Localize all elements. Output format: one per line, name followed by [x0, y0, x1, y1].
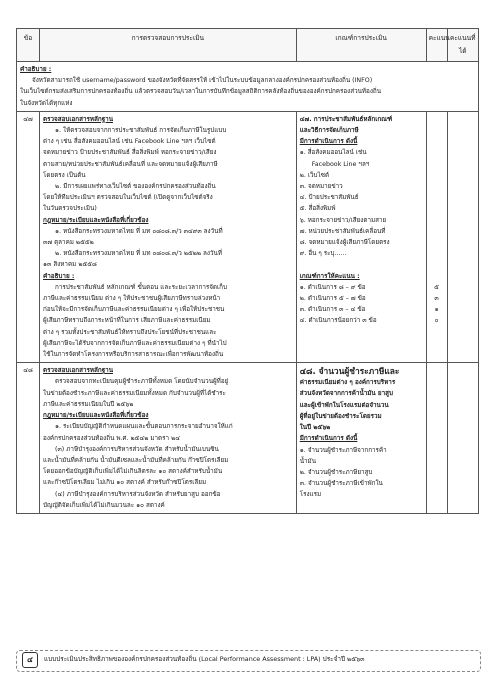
eval-item: ๖. หอกระจายข่าว/เสียงตามสาย	[299, 216, 387, 224]
criteria-line: ๓๗ ตุลาคม ๒๕๕๒	[43, 239, 94, 247]
header-no: ข้อ	[17, 29, 40, 62]
criteria-line: ๑๓ สิงหาคม ๒๕๕๘	[43, 261, 97, 269]
assessment-table	[16, 28, 479, 514]
eval-item: ๓. จำนวนผู้ชำระภาษีเข้าพักใน	[299, 480, 383, 488]
eval-item: ๙. อื่น ๆ ระบุ......	[299, 250, 347, 258]
criteria-line: ผู้เสียภาษีทราบถึงภาระหน้าที่ในการ เสียภาษีและค่าธรรมเนียม	[43, 317, 211, 325]
score-value: ๑	[434, 306, 439, 314]
eval-cell	[296, 363, 426, 514]
criteria-line: ตรวจสอบจากทะเบียนคุมผู้ชำระภาษีทั้งหมด โดยนับจำนวนผู้ที่อยู่	[55, 378, 229, 386]
page-number: ๔	[22, 652, 38, 668]
eval-item: ๒. จำนวนผู้ชำระภาษียาสูบ	[299, 468, 373, 476]
criteria-line: โดยออกข้อบัญญัติเก็บเพิ่มได้ไม่เกินลิตรละ ๑๐ สตางค์สำหรับน้ำมัน	[43, 468, 223, 476]
criteria-line: ตามสาย/หน่วยประชาสัมพันธ์เคลื่อนที่ และจดหมายแจ้งผู้เสียภาษี	[43, 160, 218, 168]
eval-title: ในปี ๒๕๖๒	[299, 424, 331, 432]
criteria-line: โดยให้ทีมประเมินฯ ตรวจสอบในเว็บไซต์ (เปิดดูจากเว็บไซต์จริง	[43, 194, 213, 202]
criteria-line: (๓) ภาษีบำรุงองค์การบริหารส่วนจังหวัด สำหรับน้ำมันเบนซิน	[55, 445, 219, 453]
intro-line: ในเว็บไซต์กรมส่งเสริมการปกครองท้องถิ่น แล้วตรวจสอบวัน/เวลาในการบันทึกข้อมูลสถิติการคลังท้องถิ่นขององค์กรปกครองส่วนท้องถิ่น	[20, 88, 382, 96]
score-criteria-item: ๑. ดำเนินการ ๘ – ๙ ข้อ	[299, 283, 366, 291]
criteria-line: ใช้ในการจัดทำโครงการหรือบริการสาธารณะเพื่อการพัฒนาท้องถิ่น	[43, 351, 224, 359]
score-value: ๐	[434, 317, 439, 325]
intro-line: จังหวัดสามารถใช้ username/password ของจังหวัดที่จัดสรรให้ เข้าไปในระบบข้อมูลกลางองค์กรปกครองส่วนท้องถิ่น (INFO)	[32, 77, 373, 85]
criteria-line: และน้ำมันที่คล้ายกัน น้ำมันดีเซลและน้ำมันที่คล้ายกัน ก๊าซปิโตรเลียม	[43, 456, 229, 464]
eval-item: ๔. ป้ายประชาสัมพันธ์	[299, 194, 359, 202]
score-value: ๕	[434, 283, 439, 291]
eval-cell	[296, 111, 426, 362]
header-got: คะแนนที่ได้	[447, 29, 478, 62]
criteria-line: องค์กรปกครองส่วนท้องถิ่น พ.ศ. ๒๕๔๒ มาตรา ๒๔	[43, 434, 180, 442]
criteria-line: ต่าง ๆ เช่น สื่อสังคมออนไลน์ เช่น Facebook Line ฯลฯ เว็บไซต์	[43, 138, 216, 146]
eval-item: ๒. เว็บไซต์	[299, 171, 330, 179]
page-footer	[16, 650, 479, 672]
eval-title: และผู้เข้าพักในโรงแรมต่อจำนวน	[299, 401, 389, 409]
intro-row	[17, 62, 479, 112]
criteria-line: ต่าง ๆ รวมทั้งประชาสัมพันธ์ให้ทราบถึงประโยชน์ที่ประชาชนและ	[43, 328, 217, 336]
intro-title: คำอธิบาย :	[20, 66, 52, 73]
eval-title: ส่วนจังหวัดจากการค้าน้ำมัน ยาสูบ	[299, 390, 393, 398]
eval-title: และวิธีการจัดเก็บภาษี	[299, 127, 359, 135]
eval-item: ๘. จดหมายแจ้งผู้เสียภาษีโดยตรง	[299, 239, 390, 247]
header-score: คะแนน	[426, 29, 447, 62]
row-number: ๔๗	[17, 111, 40, 362]
score-obtained-cell	[447, 111, 478, 362]
eval-item: โรงแรม	[299, 491, 322, 499]
criteria-line: ในวันตรวจประเมิน)	[43, 205, 97, 213]
criteria-line: ๒. มีการเผยแพร่ทางเว็บไซต์ ขององค์กรปกครองส่วนท้องถิ่น	[55, 183, 216, 191]
criteria-line: การประชาสัมพันธ์ หลักเกณฑ์ ขั้นตอน และระยะเวลาการจัดเก็บ	[55, 283, 227, 291]
eval-item: ๕. สื่อสิ่งพิมพ์	[299, 205, 336, 213]
criteria-line: ตรวจสอบเอกสารหลักฐาน	[43, 367, 114, 375]
criteria-line: ๑. ให้ตรวจสอบจากการประชาสัมพันธ์ การจัดเก็บภาษีในรูปแบบ	[55, 127, 227, 135]
table-header-row	[17, 29, 479, 62]
criteria-line: กฎหมาย/ระเบียบและหนังสือที่เกี่ยวข้อง	[43, 412, 149, 420]
table-row-48	[17, 363, 479, 514]
criteria-line: ๑. หนังสือกระทรวงมหาดไทย ที่ มท ๐๘๐๘.๓/ว ๓๔๙๓ ลงวันที่	[55, 227, 223, 235]
eval-item: ๗. หน่วยประชาสัมพันธ์เคลื่อนที่	[299, 227, 386, 235]
criteria-line: ก่อนให้จะมีการจัดเก็บภาษีและค่าธรรมเนียมต่าง ๆ เพื่อให้ประชาชน	[43, 306, 225, 314]
eval-title: ๔๗. การประชาสัมพันธ์หลักเกณฑ์	[299, 115, 393, 123]
criteria-line: บัญญัติจัดเก็บเพิ่มได้ไม่เกินมวนละ ๑๐ สตางค์	[43, 501, 165, 509]
eval-title: ๔๘. จำนวนผู้ชำระภาษีและ	[299, 366, 400, 377]
score-criteria-item: ๒. ดำเนินการ ๕ – ๗ ข้อ	[299, 295, 366, 303]
criteria-line: ผู้เสียภาษีจะได้รับจากการจัดเก็บภาษีและค่าธรรมเนียมต่าง ๆ ที่นำไป	[43, 339, 227, 347]
eval-item: Facebook Line ฯลฯ	[311, 160, 370, 168]
header-criteria: การตรวจสอบการประเมิน	[40, 29, 297, 62]
intro-cell	[17, 62, 479, 112]
criteria-line: จดหมายข่าว ป้ายประชาสัมพันธ์ สื่อสิ่งพิมพ์ หอกระจายข่าว/เสียง	[43, 149, 217, 157]
intro-line: ในจังหวัดได้ทุกแห่ง	[20, 99, 73, 107]
criteria-line: ภาษีและค่าธรรมเนียมในปี ๒๕๖๒	[43, 400, 134, 408]
eval-title: ค่าธรรมเนียมต่าง ๆ องค์การบริหาร	[299, 379, 396, 387]
table-row-47	[17, 111, 479, 362]
eval-item: ๓. จดหมายข่าว	[299, 183, 343, 191]
header-eval: เกณฑ์การประเมิน	[296, 29, 426, 62]
eval-subtitle: มีการดำเนินการ ดังนี้	[299, 435, 358, 443]
criteria-line: ตรวจสอบเอกสารหลักฐาน	[43, 115, 114, 123]
score-value: ๓	[434, 295, 439, 303]
eval-subtitle: มีการดำเนินการ ดังนี้	[299, 138, 358, 146]
criteria-line: คำอธิบาย :	[43, 272, 75, 280]
row-number: ๔๘	[17, 363, 40, 514]
score-criteria-item: ๓. ดำเนินการ ๓ – ๔ ข้อ	[299, 306, 366, 314]
criteria-cell	[40, 111, 297, 362]
eval-item: ๑. สื่อสังคมออนไลน์ เช่น	[299, 149, 367, 157]
criteria-line: ในข่ายต้องชำระภาษีและค่าธรรมเนียมทั้งหมด กับจำนวนผู้ที่ได้ชำระ	[43, 389, 226, 397]
criteria-line: ๑. ระเบียบบัญญัติกำหนดแผนและขั้นตอนการกระจายอำนาจให้แก่	[55, 423, 233, 431]
score-criteria-title: เกณฑ์การให้คะแนน :	[299, 272, 360, 280]
criteria-line: และก๊าซปิโตรเลียม ไม่เกิน ๑๐ สตางค์ สำหรับก๊าซปิโตรเลียม	[43, 479, 207, 487]
eval-item: น้ำมัน	[299, 457, 316, 465]
footer-text: แบบประเมินประสิทธิภาพขององค์กรปกครองส่วนท้องถิ่น (Local Performance Assessment : LPA) ประจำปี ๒๕๖๓	[44, 655, 365, 663]
criteria-line: กฎหมาย/ระเบียบและหนังสือที่เกี่ยวข้อง	[43, 216, 149, 224]
score-cell	[426, 363, 447, 514]
eval-item: ๑. จำนวนผู้ชำระภาษีจากการค้า	[299, 446, 387, 454]
criteria-cell	[40, 363, 297, 514]
criteria-line: โดยตรง เป็นต้น	[43, 171, 86, 179]
score-criteria-item: ๔. ดำเนินการน้อยกว่า ๓ ข้อ	[299, 317, 377, 325]
criteria-line: ภาษีและค่าธรรมเนียม ต่าง ๆ ให้ประชาชนผู้เสียภาษีทราบล่วงหน้า	[43, 295, 221, 303]
score-obtained-cell	[447, 363, 478, 514]
eval-title: ผู้ที่อยู่ในข่ายต้องชำระโดยรวม	[299, 412, 382, 420]
criteria-line: (๔) ภาษีบำรุงองค์การบริหารส่วนจังหวัด สำหรับยาสูบ ออกข้อ	[55, 490, 221, 498]
score-cell	[426, 111, 447, 362]
criteria-line: ๒. หนังสือกระทรวงมหาดไทย ที่ มท ๐๘๐๘.๓/ว ๒๕๒๒ ลงวันที่	[55, 250, 222, 258]
